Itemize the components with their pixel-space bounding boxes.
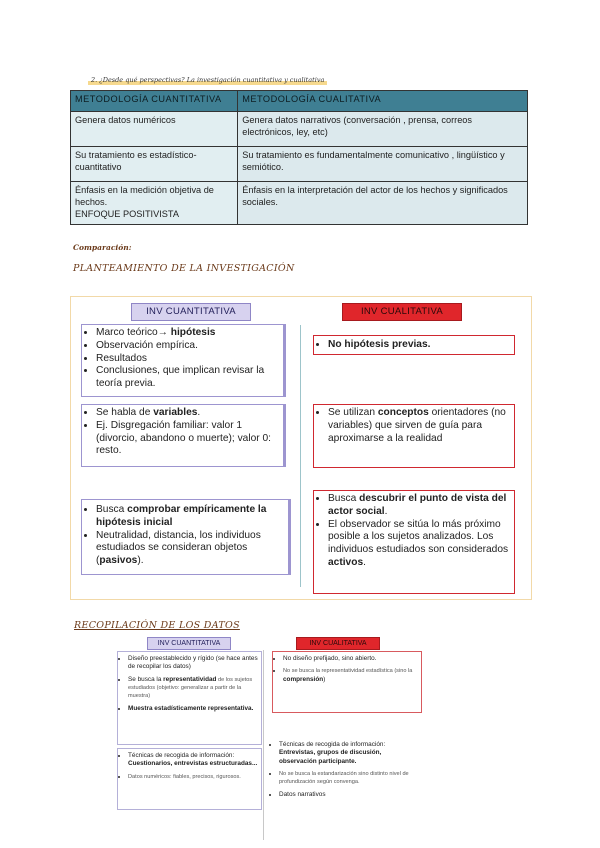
list-item: • No se busca la representatividad estadística (sino la comprensión): [283, 667, 421, 684]
list-item: • No se busca la estandarización sino distinto nivel de profundización según convenga.: [279, 770, 420, 787]
table-cell-extra: ENFOQUE POSITIVISTA: [75, 208, 179, 219]
recop-cuanti-box-2: [117, 748, 262, 810]
header-cualitativa: METODOLOGÍA CUALITATIVA: [238, 91, 528, 112]
cuali-box-3: [313, 490, 515, 594]
list-item: • El observador se sitúa lo más próximo posible a los sujetos analizados. Los individuos estudiados son considerados activos.: [328, 519, 514, 570]
list-item: • Resultados: [96, 353, 283, 366]
divider-line: [300, 325, 301, 587]
table-cell: Su tratamiento es estadístico-cuantitativo: [71, 147, 238, 182]
planteamiento-heading: PLANTEAMIENTO DE LA INVESTIGACIÓN: [73, 263, 295, 274]
list-item: • Técnicas de recogida de información: Entrevistas, grupos de discusión, observación participante.: [279, 741, 420, 766]
recop-cuali-box-2: [269, 740, 420, 840]
table-cell-text: Énfasis en la medición objetiva de hechos.: [75, 185, 214, 207]
list-item: • Se utilizan conceptos orientadores (no variables) que sirven de guía para aproximarse a la realidad: [328, 407, 514, 445]
list-item: • Diseño preestablecido y rígido (se hace antes de recopilar los datos): [128, 655, 261, 672]
list-item: • Ej. Disgregación familiar: valor 1 (divorcio, abandono o muerte); valor 0: resto.: [96, 420, 283, 458]
list-item: • Neutralidad, distancia, los individuos estudiados se consideran objetos (pasivos).: [96, 530, 288, 568]
list-item: • Datos narrativos: [279, 791, 420, 799]
list-item: • Se busca la representatividad de los sujetos estudiados (objetivo: generalizar a partir de la muestra): [128, 676, 261, 701]
list-item: • Busca descubrir el punto de vista del actor social.: [328, 493, 514, 519]
tag-inv-cuantitativa-small: INV CUANTITATIVA: [147, 637, 231, 650]
cuali-box-1: [313, 335, 515, 355]
table-row: [71, 182, 528, 225]
table-header-row: [71, 91, 528, 112]
list-item: • Datos numéricos: fiables, precisos, rigurosos.: [128, 773, 261, 781]
list-item: • Muestra estadísticamente representativa.: [128, 705, 261, 713]
methodology-table: [70, 90, 528, 225]
list-item: • Observación empírica.: [96, 340, 283, 353]
recop-divider: [263, 650, 264, 840]
cuanti-box-1: [81, 324, 286, 397]
cuanti-box-3: [81, 499, 291, 575]
recop-cuanti-box-1: [117, 651, 262, 745]
recop-cuali-box-1: [272, 651, 422, 713]
question-heading: 2. ¿Desde qué perspectivas? La investigación cuantitativa y cualitativa: [88, 76, 327, 85]
table-row: [71, 112, 528, 147]
cuali-box-2: [313, 404, 515, 468]
table-cell: Su tratamiento es fundamentalmente comunicativo , lingüístico y semiótico.: [238, 147, 528, 182]
table-cell: Énfasis en la interpretación del actor de los hechos y significados sociales.: [238, 182, 528, 225]
list-item: • Técnicas de recogida de información: Cuestionarios, entrevistas estructuradas...: [128, 752, 261, 769]
list-item: • No diseño prefijado, sino abierto.: [283, 655, 421, 663]
table-cell: [71, 182, 238, 225]
list-item: • Marco teórico→ hipótesis: [96, 327, 283, 340]
tag-inv-cuantitativa: INV CUANTITATIVA: [131, 303, 251, 321]
table-row: [71, 147, 528, 182]
list-item: • Busca comprobar empíricamente la hipótesis inicial: [96, 504, 288, 530]
tag-inv-cualitativa-small: INV CUALITATIVA: [296, 637, 380, 650]
comparacion-label: Comparación:: [73, 243, 132, 252]
list-item: • Conclusiones, que implican revisar la teoría previa.: [96, 365, 283, 391]
list-item: • Se habla de variables.: [96, 407, 283, 420]
header-cuantitativa: METODOLOGÍA CUANTITATIVA: [71, 91, 238, 112]
cuanti-box-2: [81, 404, 286, 467]
table-cell: Genera datos narrativos (conversación , prensa, correos electrónicos, ley, etc): [238, 112, 528, 147]
table-cell: Genera datos numéricos: [71, 112, 238, 147]
tag-inv-cualitativa: INV CUALITATIVA: [342, 303, 462, 321]
recopilacion-heading: RECOPILACIÓN DE LOS DATOS: [74, 620, 240, 631]
list-item: • No hipótesis previas.: [328, 339, 514, 352]
planteamiento-panel: [70, 296, 532, 600]
